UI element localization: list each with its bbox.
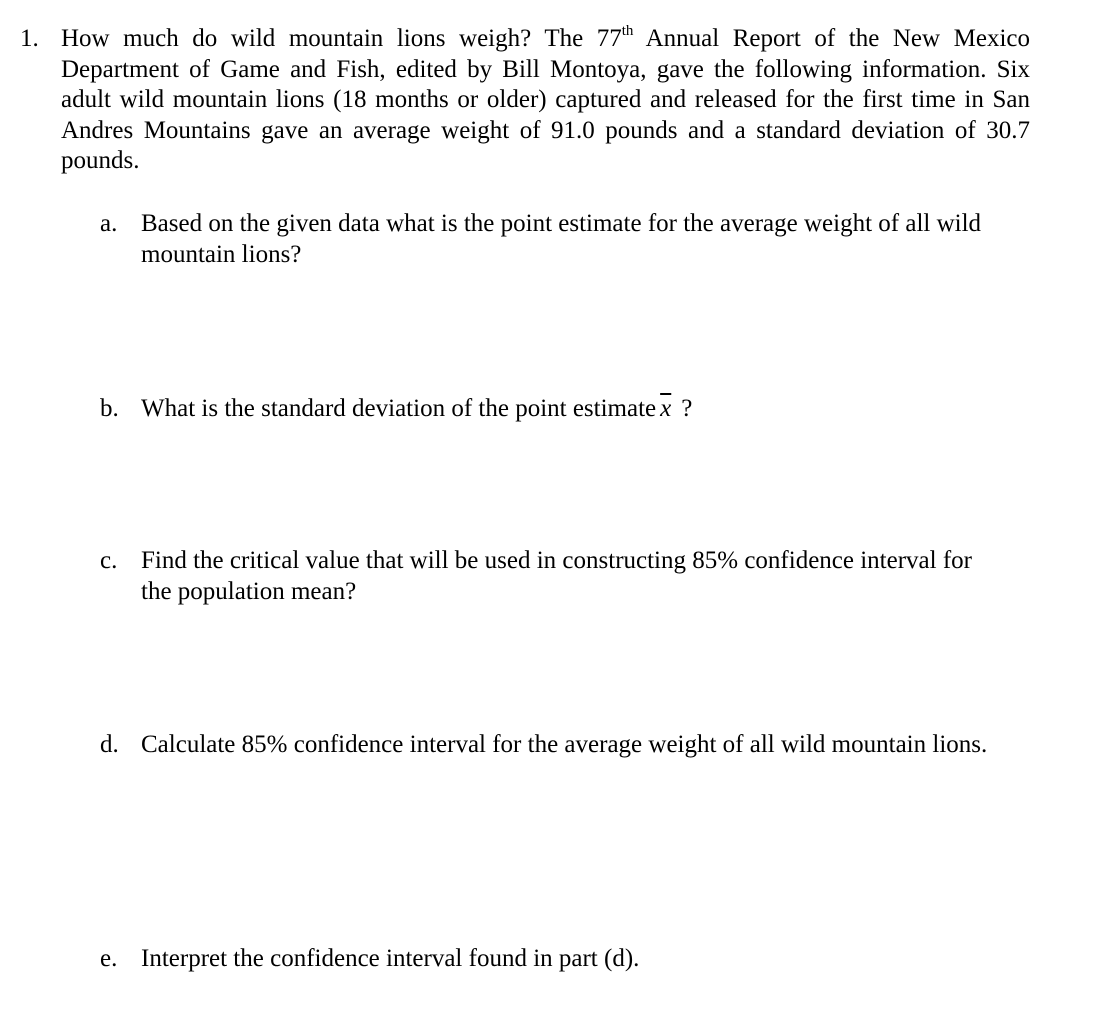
question-intro [61, 24, 1030, 177]
part-b [100, 394, 1000, 425]
part-b-text-start: What is the standard deviation of the point estimate [141, 395, 657, 422]
part-e-letter: e. [100, 945, 118, 972]
part-d-text: Calculate 85% confidence interval for the average weight of all wild mountain lions. [141, 731, 988, 758]
question-number: 1. [20, 25, 39, 52]
question-1 [20, 24, 1030, 177]
part-c [100, 546, 1000, 607]
part-a-text: Based on the given data what is the point estimate for the average weight of all wild mountain lions? [141, 210, 982, 268]
question-intro-rest: Annual Report of the New Mexico Department of Game and Fish, edited by Bill Montoya, gave the following information. Six adult wild mountain lions (18 months or older) captured and released for the first time in San Andres Mountains gave an average weight of 91.0 pounds and a standard deviation of 30.7 pounds. [61, 25, 1030, 175]
part-a [100, 209, 1000, 270]
part-d-letter: d. [100, 731, 119, 758]
part-e-text: Interpret the confidence interval found in part (d). [141, 945, 640, 972]
part-b-letter: b. [100, 395, 119, 422]
part-b-question-mark: ? [681, 395, 693, 422]
ordinal-suffix: th [621, 22, 634, 39]
part-d [100, 730, 1000, 761]
part-c-letter: c. [100, 547, 118, 574]
x-bar-symbol: $\overline{x}$ [660, 395, 672, 422]
part-c-text: Find the critical value that will be used in constructing 85% confidence interval for the population mean? [141, 547, 972, 605]
part-e [100, 944, 1000, 975]
part-b-text [141, 394, 1000, 425]
question-intro-start: How much do wild mountain lions weigh? The 77 [61, 25, 622, 52]
part-a-letter: a. [100, 210, 118, 237]
